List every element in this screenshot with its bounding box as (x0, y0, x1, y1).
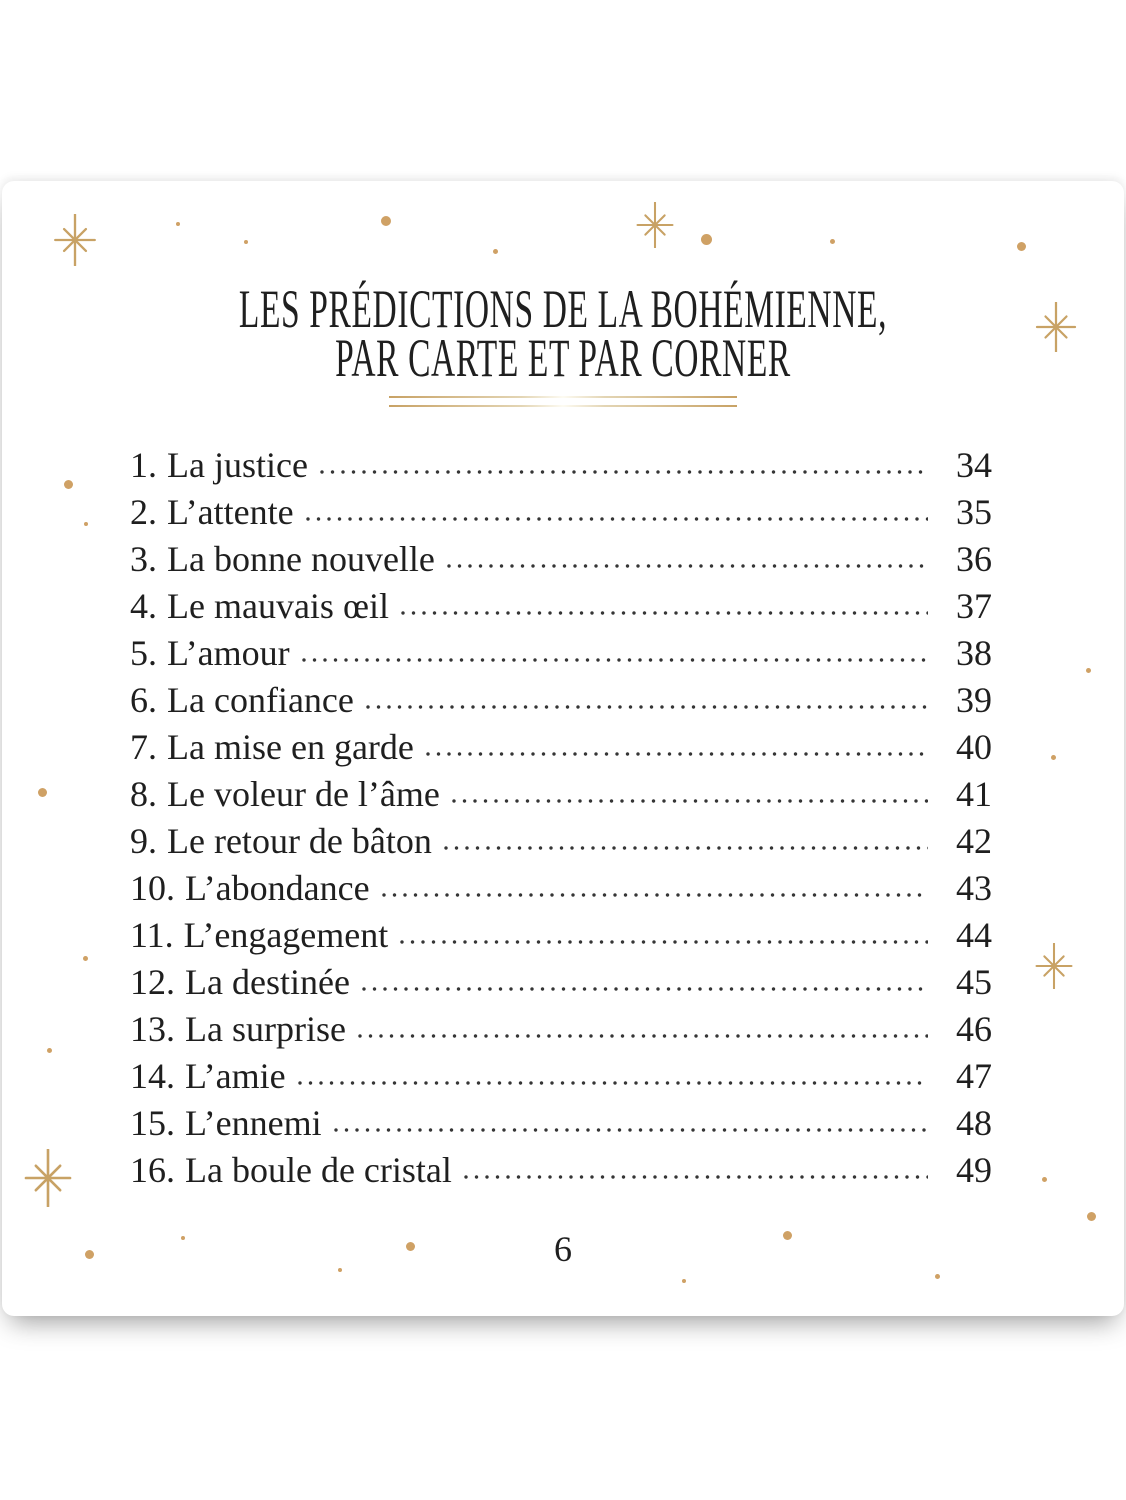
toc-entry-label: L’abondance (185, 867, 370, 908)
dot-leader (447, 564, 928, 568)
gold-dot-icon (381, 216, 391, 226)
toc-entry-page: 49 (956, 1149, 992, 1190)
toc-row (130, 673, 992, 720)
dot-leader (362, 987, 928, 991)
toc-entry-number: 10. (130, 867, 175, 908)
toc-entry-page: 38 (956, 632, 992, 673)
toc-entry-number: 6. (130, 679, 157, 720)
toc-row (130, 908, 992, 955)
dot-leader (401, 611, 928, 615)
dot-leader (382, 893, 928, 897)
toc-entry-label: L’ennemi (185, 1102, 322, 1143)
toc-entry-number: 3. (130, 538, 157, 579)
dot-leader (358, 1034, 928, 1038)
divider-rule-top (389, 396, 737, 398)
page-title-line1: LES PRÉDICTIONS DE LA BOHÉMIENNE, (238, 279, 888, 339)
gold-dot-icon (493, 249, 498, 254)
toc-entry-page: 47 (956, 1055, 992, 1096)
toc-entry-label: La bonne nouvelle (167, 538, 435, 579)
sparkle-star-icon (19, 1149, 77, 1207)
toc-entry-page: 36 (956, 538, 992, 579)
gold-dot-icon (64, 480, 73, 489)
toc-entry-number: 1. (130, 444, 157, 485)
toc-entry-page: 42 (956, 820, 992, 861)
toc-entry-page: 37 (956, 585, 992, 626)
toc-entry-label: La surprise (185, 1008, 346, 1049)
toc-row (130, 438, 992, 485)
toc-entry-number: 13. (130, 1008, 175, 1049)
toc-entry-number: 12. (130, 961, 175, 1002)
toc-row (130, 1096, 992, 1143)
toc-row (130, 1143, 992, 1190)
gold-dot-icon (935, 1274, 940, 1279)
toc-entry-label: Le retour de bâton (167, 820, 432, 861)
gold-dot-icon (38, 788, 47, 797)
gold-dot-icon (701, 234, 712, 245)
toc-row (130, 1049, 992, 1096)
toc-row (130, 720, 992, 767)
toc-entry-page: 45 (956, 961, 992, 1002)
toc-entry-label: L’attente (167, 491, 294, 532)
gold-dot-icon (84, 522, 88, 526)
sparkle-star-icon (1031, 943, 1077, 989)
toc-entry-number: 15. (130, 1102, 175, 1143)
toc-entry-number: 11. (130, 914, 174, 955)
gold-dot-icon (83, 956, 88, 961)
dot-leader (302, 658, 928, 662)
toc-row (130, 861, 992, 908)
dot-leader (320, 470, 928, 474)
gold-dot-icon (176, 222, 180, 226)
divider-rule-bottom (389, 405, 737, 407)
toc-entry-label: La confiance (167, 679, 354, 720)
page-title-line2: PAR CARTE ET PAR CORNER (335, 328, 791, 388)
toc-row (130, 767, 992, 814)
toc-entry-page: 34 (956, 444, 992, 485)
dot-leader (306, 517, 928, 521)
gold-dot-icon (1042, 1177, 1047, 1182)
dot-leader (444, 846, 928, 850)
toc-entry-page: 40 (956, 726, 992, 767)
gold-dot-icon (682, 1279, 686, 1283)
toc-entry-label: L’amie (185, 1055, 286, 1096)
toc-entry-label: La destinée (185, 961, 350, 1002)
toc-entry-label: La mise en garde (167, 726, 414, 767)
sparkle-star-icon (49, 214, 101, 266)
book-page (2, 181, 1124, 1316)
dot-leader (426, 752, 928, 756)
toc-entry-number: 7. (130, 726, 157, 767)
dot-leader (400, 940, 928, 944)
toc-entry-label: Le voleur de l’âme (167, 773, 440, 814)
toc-row (130, 485, 992, 532)
sparkle-star-icon (1031, 302, 1081, 352)
toc-entry-number: 9. (130, 820, 157, 861)
toc-entry-page: 41 (956, 773, 992, 814)
title-divider (389, 396, 737, 407)
toc-entry-number: 5. (130, 632, 157, 673)
toc-entry-label: L’engagement (183, 914, 389, 955)
dot-leader (452, 799, 928, 803)
gold-dot-icon (1087, 1212, 1096, 1221)
dot-leader (464, 1175, 928, 1179)
toc-entry-page: 48 (956, 1102, 992, 1143)
toc-row (130, 814, 992, 861)
dot-leader (298, 1081, 928, 1085)
gold-dot-icon (1086, 668, 1091, 673)
toc-row (130, 579, 992, 626)
toc-entry-number: 14. (130, 1055, 175, 1096)
toc-entry-number: 4. (130, 585, 157, 626)
gold-dot-icon (830, 239, 835, 244)
toc-entry-number: 2. (130, 491, 157, 532)
toc-entry-page: 44 (956, 914, 992, 955)
toc-entry-label: La justice (167, 444, 308, 485)
toc-entry-label: La boule de cristal (185, 1149, 452, 1190)
toc-entry-page: 46 (956, 1008, 992, 1049)
page-title (2, 279, 1124, 388)
gold-dot-icon (47, 1048, 52, 1053)
toc-entry-label: Le mauvais œil (167, 585, 389, 626)
gold-dot-icon (244, 240, 248, 244)
toc-entry-number: 8. (130, 773, 157, 814)
toc-row (130, 1002, 992, 1049)
gold-dot-icon (1017, 242, 1026, 251)
dot-leader (366, 705, 928, 709)
dot-leader (334, 1128, 928, 1132)
toc-entry-page: 43 (956, 867, 992, 908)
toc-entry-label: L’amour (167, 632, 290, 673)
toc-list (130, 438, 992, 1190)
toc-entry-number: 16. (130, 1149, 175, 1190)
toc-entry-page: 39 (956, 679, 992, 720)
toc-row (130, 955, 992, 1002)
toc-row (130, 532, 992, 579)
toc-entry-page: 35 (956, 491, 992, 532)
gold-dot-icon (1051, 755, 1056, 760)
sparkle-star-icon (632, 202, 678, 248)
toc-row (130, 626, 992, 673)
page-number: 6 (554, 1229, 572, 1269)
